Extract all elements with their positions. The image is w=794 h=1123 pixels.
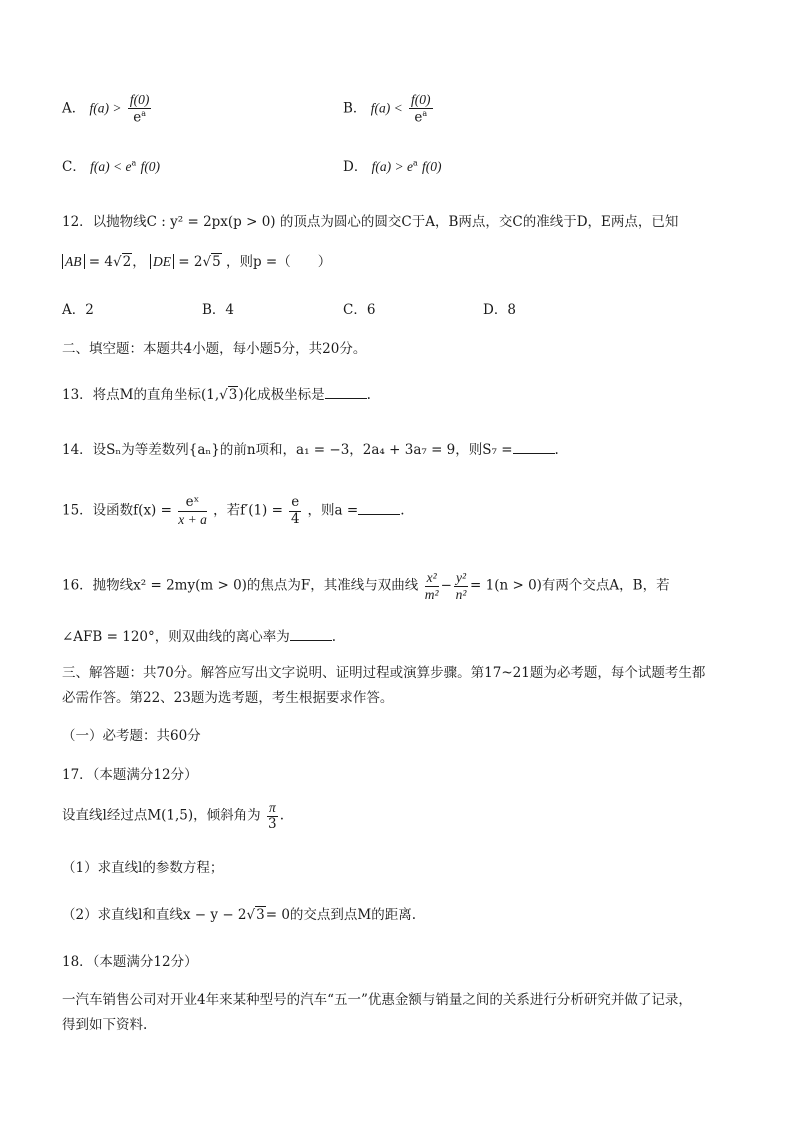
question-16-line2: ∠AFB = 120°，则双曲线的离心率为 . <box>62 629 337 645</box>
q12-option-b: B．4 <box>202 302 235 318</box>
answer-blank <box>513 441 555 454</box>
option-a-expr: f(a) > <box>89 100 122 116</box>
q12-option-c: C．6 <box>343 302 376 318</box>
q11-option-b <box>343 92 435 126</box>
option-b-fraction: $\frac{f(0)}{e^a}$ <box>411 92 431 126</box>
answer-blank <box>290 628 332 641</box>
option-b-expr: f(a) < <box>370 100 403 116</box>
option-b-label: B． <box>343 100 367 117</box>
question-18-title: 18．（本题满分12分） <box>62 954 198 970</box>
answer-blank <box>325 386 367 399</box>
question-17-title: 17．（本题满分12分） <box>62 767 198 783</box>
part-1-heading: （一）必考题：共60分 <box>62 728 201 744</box>
q11-option-d: D． $f(a) > e^a$ f(0) <box>343 158 442 175</box>
q12-stem-line1: 12．以抛物线C : y² = 2px(p > 0) 的顶点为圆心的圆交C于A，B两点，交C的准线于D，E两点，已知 <box>62 214 679 230</box>
question-18-line2: 得到如下资料. <box>62 1017 148 1033</box>
question-17-part-2: （2）求直线l和直线x − y − 2√3= 0的交点到点M的距离. <box>62 907 417 923</box>
question-15: 15．设函数f(x) = $\frac{\text{eˣ}}{x + a}$ ，若f′(1) = $\frac{e}{4}$ ，则a = . <box>62 494 405 527</box>
q12-option-d: D．8 <box>483 302 516 318</box>
section-3-heading-line1: 三、解答题：共70分。解答应写出文字说明、证明过程或演算步骤。第17~21题为必考题，每个试题考生都 <box>62 665 706 681</box>
question-17-part-1: （1）求直线l的参数方程； <box>62 860 224 876</box>
section-2-heading: 二、填空题：本题共4小题，每小题5分，共20分。 <box>62 341 367 357</box>
q11-option-c: C． $f(a) < e^a$ f(0) <box>62 158 161 175</box>
question-17-stem: 设直线l经过点M(1,5)，倾斜角为 $\frac{\pi}{3}$ . <box>62 800 285 832</box>
q12-stem-line2: AB = 4√2， DE = 2√5 ，则p =（ ） <box>62 250 331 270</box>
question-16-line1: 16．抛物线x² = 2my(m > 0)的焦点为F，其准线与双曲线 $\frac{\text{x²}}{\text{m²}}$ − $\frac{\text{y²}}{\text{n²}}$ = 1(n > 0)有两个交点A，B，若 <box>62 570 670 602</box>
q12-option-a: A．2 <box>62 302 94 318</box>
q11-option-a <box>62 92 153 126</box>
section-3-heading-line2: 必需作答。第22、23题为选考题，考生根据要求作答。 <box>62 690 394 706</box>
question-14: 14．设Sₙ为等差数列{aₙ}的前n项和，a₁ = −3，2a₄ + 3a₇ = 9，则S₇ = . <box>62 442 559 458</box>
option-a-fraction: $\frac{f(0)}{e^a}$ <box>129 92 150 126</box>
question-13: 13．将点M的直角坐标(1,√3)化成极坐标是 . <box>62 387 371 403</box>
option-a-label: A． <box>62 100 86 117</box>
answer-blank <box>358 502 400 515</box>
question-18-line1: 一汽车销售公司对开业4年来某种型号的汽车“五一”优惠金额与销量之间的关系进行分析研究并做了记录， <box>62 992 692 1008</box>
